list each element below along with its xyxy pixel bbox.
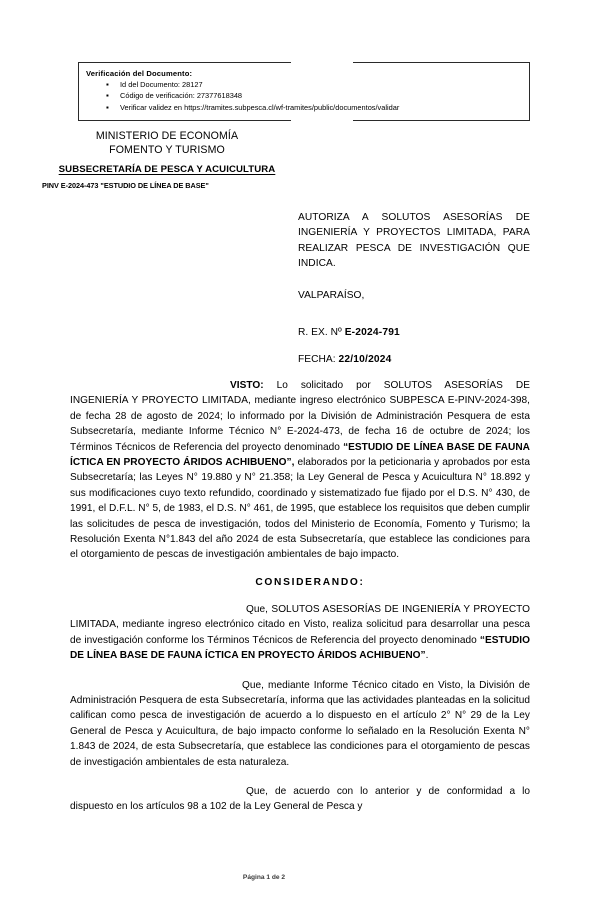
visto-label: VISTO: <box>230 380 264 391</box>
considerando-2-text: Que, mediante Informe Técnico citado en Visto, la División de Administración Pesquera de esta Subsecretaría, informa que las actividades planteadas en la solicitud califican como pesca de investigación de acuerdo a lo dispuesto en el artículo 2° N° 29 de la Ley General de Pesca y Acuicultura, de bajo impacto conforme lo señalado en la Resolución Exenta N° 1.843 de 2024, de esta Subsecretaría, que establece las condiciones para el otorgamiento de pescas de investigación ambientales de esta naturaleza. <box>70 679 530 768</box>
subject-block: AUTORIZA A SOLUTOS ASESORÍAS DE INGENIERÍA Y PROYECTOS LIMITADA, PARA REALIZAR PESCA DE INVESTIGACIÓN QUE INDICA. <box>298 212 530 270</box>
verification-list <box>86 79 529 113</box>
verification-title: Verificación del Documento: <box>86 69 193 78</box>
visto-text-part-2: elaborados por la peticionaria y aprobados por esta Subsecretaría; las Leyes N° 19.880 y N° 21.358; la Ley General de Pesca y Acuicultura N° 18.892 y sus modificaciones cuyo texto refundido, coordinado y sistematizado fue fijado por el D.S. N° 430, de 1991, el D.F.L. N° 5, de 1983, el D.S. N° 461, de 1995, que establece los requisitos que deben cumplir las solicitudes de pesca de investigación, todos del Ministerio de Economía, Fomento y Turismo; la Resolución Exenta N°1.843 del año 2024 de esta Subsecretaría, que establece las condiciones para el otorgamiento de pescas de investigación ambientales de bajo impacto. <box>70 457 530 561</box>
paragraph-considerando-1 <box>70 602 530 664</box>
bullet-icon: ▪ <box>106 80 109 89</box>
considerando-1-project-name: “ESTUDIO DE LÍNEA BASE DE FAUNA ÍCTICA EN PROYECTO ÁRIDOS ACHIBUENO” <box>70 634 530 662</box>
subsecretaria-name: SUBSECRETARÍA DE PESCA Y ACUICULTURA <box>58 164 276 176</box>
verification-item-text: Id del Documento: 28127 <box>120 80 203 89</box>
resolution-number-label: R. EX. Nº <box>298 327 345 338</box>
document-verification-box <box>78 62 530 121</box>
ministry-line-2: FOMENTO Y TURISMO <box>109 144 225 157</box>
verification-item-text: Código de verificación: 27377618348 <box>120 91 243 101</box>
paragraph-visto <box>70 378 530 563</box>
paragraph-considerando-2 <box>70 678 530 770</box>
resolution-number-field <box>298 327 400 338</box>
date-label: FECHA: <box>298 354 339 365</box>
document-body <box>70 378 530 829</box>
verification-item-text: Verificar validez en https://tramites.subpesca.cl/wf-tramites/public/documentos/validar <box>120 102 400 112</box>
visto-project-name: “ESTUDIO DE LÍNEA BASE DE FAUNA ÍCTICA EN PROYECTO ÁRIDOS ACHIBUENO”, <box>70 441 530 469</box>
verification-item-document-id <box>86 79 529 90</box>
ministry-name <box>42 129 292 157</box>
paragraph-considerando-3 <box>70 784 530 815</box>
pinv-reference: PINV E-2024-473 "ESTUDIO DE LÍNEA DE BASE" <box>42 181 209 191</box>
visto-text-part-1: Lo solicitado por SOLUTOS ASESORÍAS DE INGENIERÍA Y PROYECTO LIMITADA, mediante ingreso electrónico SUBPESCA E-PINV-2024-398, de fecha 28 de agosto de 2024; lo informado por la División de Administración Pesquera de esta Subsecretaría, mediante Informe Técnico N° E-2024-473, de fecha 16 de octubre de 2024; los Términos Técnicos de Referencia del proyecto denominado <box>70 380 530 453</box>
date-value: 22/10/2024 <box>338 354 392 365</box>
bullet-icon: ▪ <box>106 91 109 101</box>
ministry-line-1: MINISTERIO DE ECONOMÍA <box>95 130 239 142</box>
considerando-3-text: Que, de acuerdo con lo anterior y de conformidad a lo dispuesto en los artículos 98 a 102 de la Ley General de Pesca y <box>70 785 530 813</box>
page-number-label: Página 1 de 2 <box>242 874 286 881</box>
bullet-icon: ▪ <box>106 102 109 112</box>
page-footer <box>0 874 600 881</box>
verification-item-url <box>86 102 529 113</box>
date-field <box>298 354 392 365</box>
letterhead <box>42 129 292 191</box>
verification-item-code <box>86 90 529 101</box>
considerando-heading: CONSIDERANDO: <box>255 576 365 588</box>
resolution-number-value: E-2024-791 <box>344 327 400 338</box>
place-field: VALPARAÍSO, <box>298 290 365 301</box>
considerando-1-text-part-1: Que, SOLUTOS ASESORÍAS DE INGENIERÍA Y PROYECTO LIMITADA, mediante ingreso electrónico citado en Visto, realiza solicitud para desarrollar una pesca de investigación conforme los Términos Técnicos de Referencia del proyecto denominado <box>70 603 530 646</box>
considerando-1-text-part-2: . <box>425 650 429 662</box>
